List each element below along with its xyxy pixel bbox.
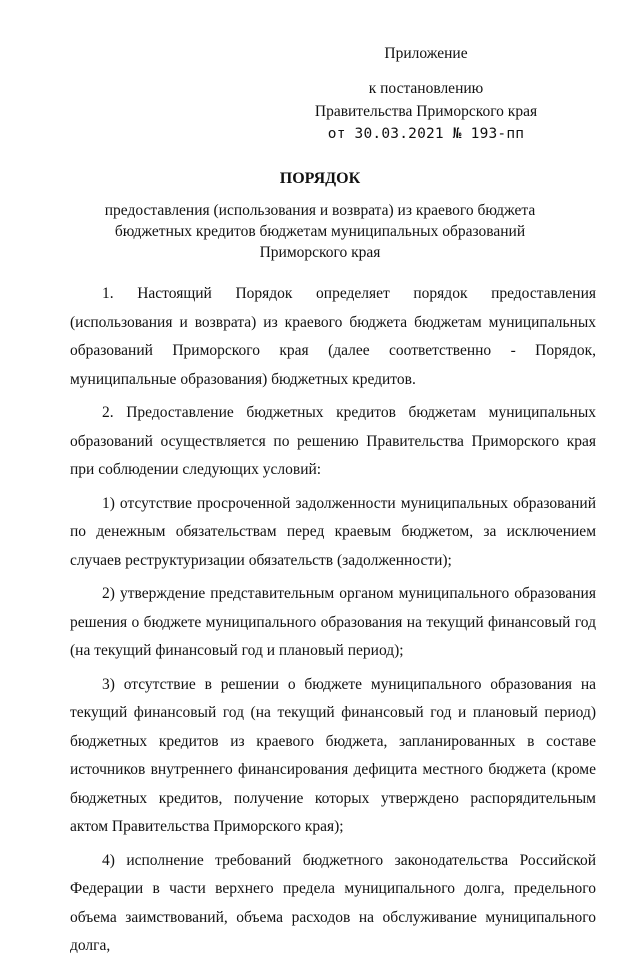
appendix-label: Приложение xyxy=(384,45,468,62)
document-title: ПОРЯДОК xyxy=(279,170,361,187)
document-subtitle xyxy=(80,200,560,263)
condition-3: 3) отсутствие в решении о бюджете муниципального образования на текущий финансовый год (на текущий финансовый год и плановый период) бюджетных кредитов из краевого бюджета, запланированных в составе источников внутреннего финансирования дефицита местного бюджета (кроме бюджетных кредитов, получение которых утверждено распорядительным актом Правительства Приморского края); xyxy=(70,675,596,835)
subtitle-line: бюджетных кредитов бюджетам муниципальных образований xyxy=(114,223,526,240)
paragraph-1: 1. Настоящий Порядок определяет порядок предоставления (использования и возврата) из краевого бюджета бюджетам муниципальных образований Приморского края (далее соответственно - Порядок, муниципальные образования) бюджетных кредитов. xyxy=(70,285,596,388)
resolution-date-number: от 30.03.2021 № 193-пп xyxy=(327,126,525,142)
condition-4: 4) исполнение требований бюджетного законодательства Российской Федерации в части верхнего предела муниципального долга, предельного объема заимствований, объема расходов на обслуживание муниципального долга, xyxy=(70,851,596,954)
subtitle-line: предоставления (использования и возврата) из краевого бюджета xyxy=(104,202,536,219)
subtitle-line: Приморского края xyxy=(259,244,381,261)
document-body xyxy=(70,280,596,966)
condition-1: 1) отсутствие просроченной задолженности муниципальных образований по денежным обязательствам перед краевым бюджетом, за исключением случаев реструктуризации обязательств (задолженности); xyxy=(70,494,596,569)
resolution-reference: к постановлению xyxy=(368,80,484,97)
paragraph-2: 2. Предоставление бюджетных кредитов бюджетам муниципальных образований осуществляется по решению Правительства Приморского края при соблюдении следующих условий: xyxy=(70,404,596,478)
condition-2: 2) утверждение представительным органом муниципального образования решения о бюджете муниципального образования на текущий финансовый год (на текущий финансовый год и плановый период); xyxy=(70,585,596,659)
appendix-header xyxy=(296,42,556,146)
government-name: Правительства Приморского края xyxy=(314,103,538,120)
